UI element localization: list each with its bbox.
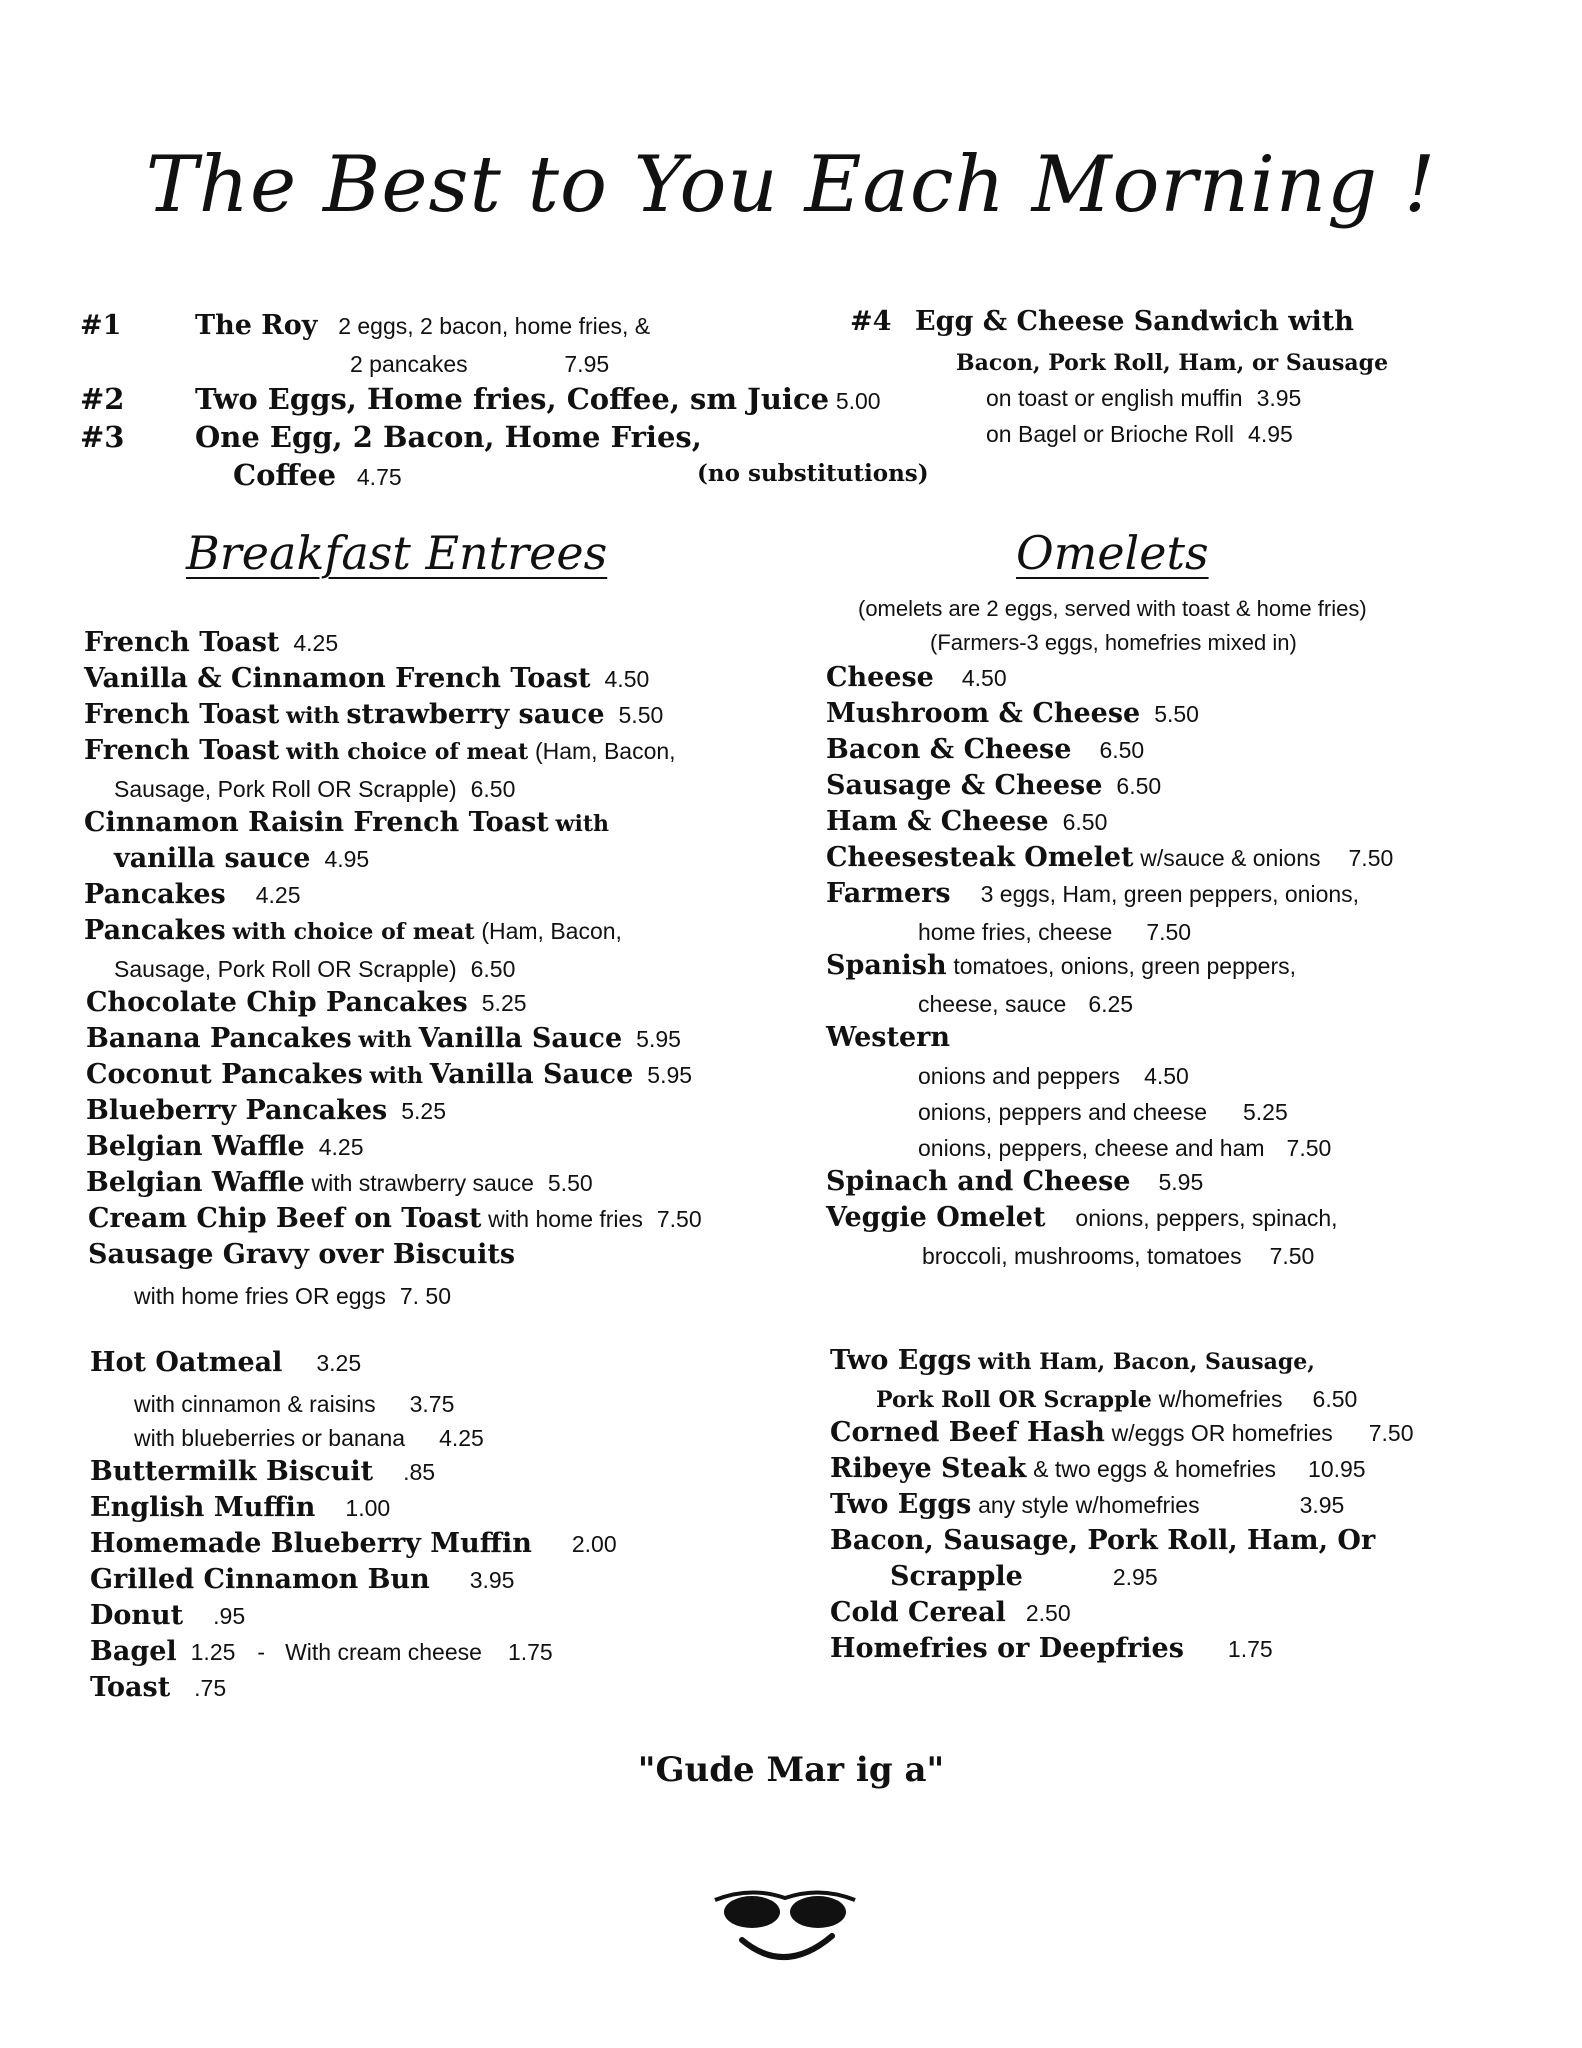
- menu-item: Veggie Omelet onions, peppers, spinach,: [826, 1202, 1338, 1233]
- menu-item: English Muffin 1.00: [90, 1492, 391, 1523]
- menu-item: Buttermilk Biscuit .85: [90, 1456, 436, 1487]
- menu-item: Sausage Gravy over Biscuits: [88, 1239, 516, 1270]
- special-name: One Egg, 2 Bacon, Home Fries,: [195, 420, 702, 454]
- no-substitutions-note: (no substitutions): [697, 460, 929, 487]
- menu-item: Pancakes with choice of meat (Ham, Bacon,: [84, 915, 622, 946]
- menu-item: Ribeye Steak & two eggs & homefries 10.95: [830, 1453, 1366, 1484]
- menu-item: Cheese 4.50: [826, 662, 1007, 693]
- menu-item: Mushroom & Cheese 5.50: [826, 698, 1199, 729]
- special-price: 5.00: [835, 388, 881, 414]
- special-price: 7.95: [564, 351, 610, 377]
- menu-item-desc: cheese, sauce 6.25: [918, 991, 1134, 1017]
- menu-item: Ham & Cheese 6.50: [826, 806, 1108, 837]
- special-3-row: [80, 420, 702, 454]
- menu-item: Farmers 3 eggs, Ham, green peppers, onions,: [826, 878, 1360, 909]
- special-number: #2: [80, 382, 125, 416]
- menu-item: Belgian Waffle 4.25: [86, 1131, 364, 1162]
- menu-item: Coconut Pancakes with Vanilla Sauce 5.95: [86, 1059, 693, 1090]
- menu-item-desc: vanilla sauce 4.95: [114, 843, 370, 874]
- menu-item-desc: Sausage, Pork Roll OR Scrapple) 6.50: [114, 776, 516, 802]
- menu-item-option: with blueberries or banana 4.25: [134, 1425, 484, 1451]
- omelets-heading: Omelets: [1016, 526, 1209, 580]
- special-1-row2: [350, 348, 609, 379]
- omelets-note-1: (omelets are 2 eggs, served with toast & home fries): [858, 596, 1367, 621]
- special-price: 4.75: [356, 464, 402, 490]
- menu-item: Two Eggs any style w/homefries 3.95: [830, 1489, 1345, 1520]
- menu-item: Bacon & Cheese 6.50: [826, 734, 1145, 765]
- special-number: #4: [850, 306, 892, 337]
- special-name: Coffee: [233, 458, 337, 492]
- menu-item: Blueberry Pancakes 5.25: [86, 1095, 446, 1126]
- special-desc: 2 eggs, 2 bacon, home fries, &: [338, 313, 651, 339]
- special-3-row2: [233, 458, 402, 492]
- menu-item-desc: Pork Roll OR Scrapple w/homefries 6.50: [876, 1386, 1358, 1413]
- special-1-row: [80, 310, 650, 341]
- menu-item: Toast .75: [90, 1672, 227, 1703]
- menu-item-option: onions and peppers 4.50: [918, 1063, 1189, 1089]
- special-2-row: [80, 382, 881, 416]
- special-number: #1: [80, 310, 122, 341]
- menu-item: Banana Pancakes with Vanilla Sauce 5.95: [86, 1023, 681, 1054]
- menu-item: Corned Beef Hash w/eggs OR homefries 7.50: [830, 1417, 1414, 1448]
- menu-item-desc: broccoli, mushrooms, tomatoes 7.50: [922, 1243, 1315, 1269]
- menu-item: Grilled Cinnamon Bun 3.95: [90, 1564, 515, 1595]
- menu-item: Hot Oatmeal 3.25: [90, 1347, 362, 1378]
- menu-item: Bagel 1.25 - With cream cheese 1.75: [90, 1636, 553, 1667]
- sunglasses-smiley-icon: [710, 1878, 860, 1978]
- menu-item: Donut .95: [90, 1600, 246, 1631]
- menu-item: Sausage & Cheese 6.50: [826, 770, 1162, 801]
- menu-item: French Toast 4.25: [84, 627, 339, 658]
- menu-item-option: with cinnamon & raisins 3.75: [134, 1391, 455, 1417]
- menu-item: Belgian Waffle with strawberry sauce 5.50: [86, 1167, 593, 1198]
- menu-item: Pancakes 4.25: [84, 879, 301, 910]
- menu-item: French Toast with choice of meat (Ham, Bacon,: [84, 735, 676, 766]
- menu-item-desc: Scrapple 2.95: [890, 1561, 1158, 1592]
- menu-item: Chocolate Chip Pancakes 5.25: [86, 987, 527, 1018]
- menu-item: Cinnamon Raisin French Toast with: [84, 807, 609, 838]
- menu-item: Cream Chip Beef on Toast with home fries 7.50: [88, 1203, 702, 1234]
- special-name: Egg & Cheese Sandwich with: [915, 306, 1354, 337]
- menu-item: Vanilla & Cinnamon French Toast 4.50: [84, 663, 650, 694]
- special-4-option-1: on toast or english muffin 3.95: [986, 385, 1302, 411]
- menu-item: Homefries or Deepfries 1.75: [830, 1633, 1273, 1664]
- special-name: Two Eggs, Home fries, Coffee, sm Juice: [195, 382, 830, 416]
- menu-item-desc: with home fries OR eggs 7. 50: [134, 1283, 451, 1309]
- breakfast-entrees-heading: Breakfast Entrees: [186, 526, 608, 580]
- omelets-note-2: (Farmers-3 eggs, homefries mixed in): [930, 630, 1297, 655]
- special-4-row: [850, 306, 1354, 337]
- menu-item-desc: home fries, cheese 7.50: [918, 919, 1192, 945]
- menu-item: Homemade Blueberry Muffin 2.00: [90, 1528, 617, 1559]
- menu-item-option: onions, peppers and cheese 5.25: [918, 1099, 1288, 1125]
- menu-item: Bacon, Sausage, Pork Roll, Ham, Or: [830, 1525, 1376, 1556]
- special-4-option-2: on Bagel or Brioche Roll 4.95: [986, 421, 1293, 447]
- special-number: #3: [80, 420, 125, 454]
- menu-item: French Toast with strawberry sauce 5.50: [84, 699, 664, 730]
- menu-item: Two Eggs with Ham, Bacon, Sausage,: [830, 1345, 1315, 1376]
- menu-item: Spanish tomatoes, onions, green peppers,: [826, 950, 1297, 981]
- menu-title: The Best to You Each Morning !: [145, 140, 1437, 230]
- menu-item-option: onions, peppers, cheese and ham 7.50: [918, 1135, 1332, 1161]
- motto: "Gude Mar ig a": [637, 1750, 945, 1790]
- special-desc: 2 pancakes: [350, 351, 468, 377]
- menu-item: Cheesesteak Omelet w/sauce & onions 7.50: [826, 842, 1394, 873]
- menu-item: Western: [826, 1022, 951, 1053]
- special-4-meats: Bacon, Pork Roll, Ham, or Sausage: [956, 350, 1389, 376]
- special-name: The Roy: [195, 310, 318, 341]
- menu-item-desc: Sausage, Pork Roll OR Scrapple) 6.50: [114, 956, 516, 982]
- menu-item: Spinach and Cheese 5.95: [826, 1166, 1204, 1197]
- menu-item: Cold Cereal 2.50: [830, 1597, 1071, 1628]
